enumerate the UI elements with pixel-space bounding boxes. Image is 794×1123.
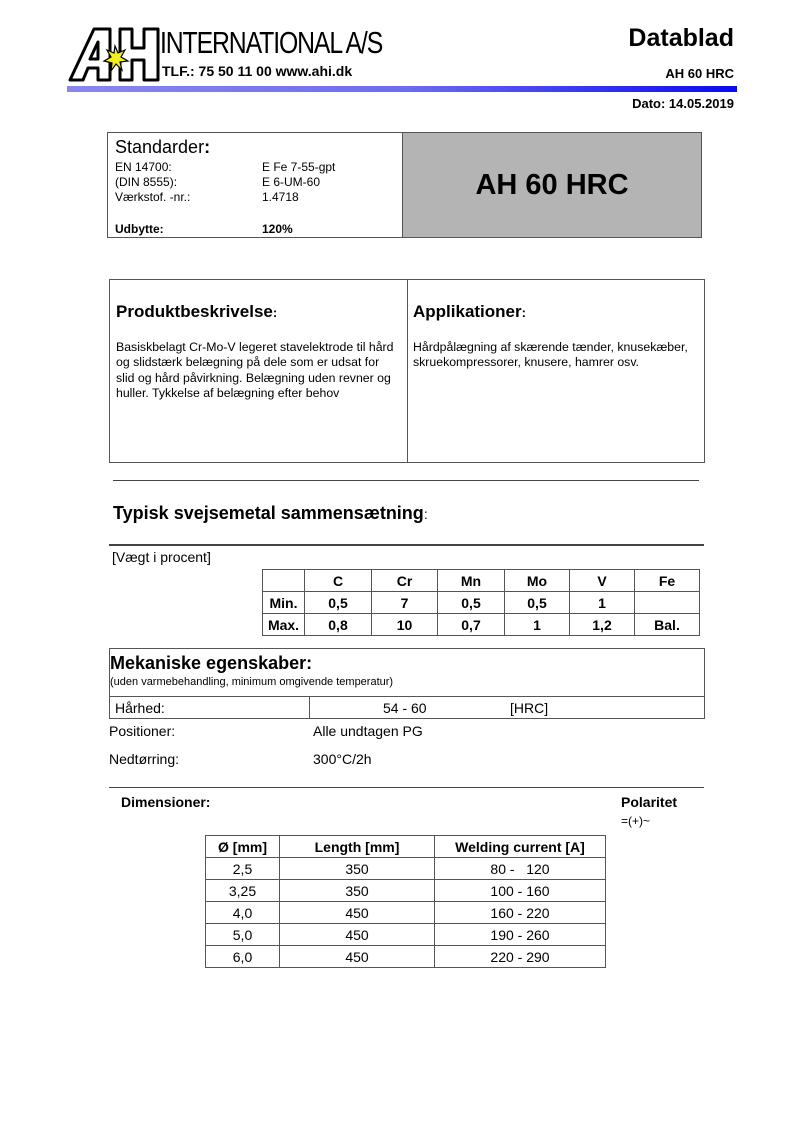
dimensions-header-cell: Welding current [A]	[435, 836, 606, 858]
divider	[109, 787, 704, 788]
dimensions-row	[206, 902, 606, 924]
composition-header-cell: Cr	[372, 570, 438, 592]
dimensions-cell: 190 - 260	[435, 924, 606, 946]
dimensions-cell: 160 - 220	[435, 902, 606, 924]
hardness-label: Hårhed:	[115, 700, 165, 716]
composition-title-text: Typisk svejsemetal sammensætning	[113, 503, 424, 523]
composition-cell: 0,5	[438, 592, 505, 614]
applications-text: Hårdpålægning af skærende tænder, knusekæber, skruekompressorer, knusere, hamrer osv.	[413, 340, 688, 370]
standards-title-text: Standarder	[115, 137, 205, 157]
divider	[113, 480, 699, 481]
composition-cell: 10	[372, 614, 438, 636]
dimensions-cell: 220 - 290	[435, 946, 606, 968]
applications-title	[413, 302, 698, 322]
dimensions-row	[206, 924, 606, 946]
dimensions-row	[206, 858, 606, 880]
composition-row	[263, 614, 700, 636]
dimensions-cell: 350	[280, 858, 435, 880]
title-colon: :	[423, 506, 428, 522]
composition-unit: [Vægt i procent]	[112, 549, 211, 565]
dimensions-header-row	[206, 836, 606, 858]
composition-cell: 0,5	[505, 592, 570, 614]
company-logo	[68, 25, 383, 82]
mechanical-subtitle: (uden varmebehandling, minimum omgivende temperatur)	[110, 676, 394, 688]
yield-value: 120%	[262, 222, 293, 236]
standard-value: E Fe 7-55-gpt	[262, 160, 336, 174]
composition-cell: 1,2	[570, 614, 635, 636]
document-date: Dato: 14.05.2019	[632, 96, 734, 111]
composition-cell: Min.	[263, 592, 305, 614]
composition-header-cell: Mo	[505, 570, 570, 592]
title-colon: :	[521, 305, 526, 320]
composition-cell: 0,5	[305, 592, 372, 614]
dimensions-cell: 3,25	[206, 880, 280, 902]
document-type: Datablad	[628, 24, 734, 52]
yield-row	[115, 222, 293, 236]
title-colon: :	[272, 305, 278, 320]
hardness-row	[110, 696, 704, 718]
standards-title	[115, 137, 395, 158]
dimensions-cell: 100 - 160	[435, 880, 606, 902]
drying-value: 300°C/2h	[313, 751, 372, 767]
composition-header-cell: Fe	[635, 570, 700, 592]
applications-title-text: Applikationer	[413, 302, 522, 321]
cell-divider	[309, 697, 310, 718]
header-product-name: AH 60 HRC	[665, 66, 734, 81]
composition-header-cell: V	[570, 570, 635, 592]
composition-row	[263, 592, 700, 614]
composition-cell: 0,8	[305, 614, 372, 636]
composition-title	[113, 503, 428, 524]
dimensions-cell: 5,0	[206, 924, 280, 946]
standard-row	[115, 175, 395, 190]
standard-row	[115, 160, 395, 175]
dimensions-header-cell: Length [mm]	[280, 836, 435, 858]
dimensions-row	[206, 880, 606, 902]
standard-row	[115, 190, 395, 205]
composition-header-cell: Mn	[438, 570, 505, 592]
dimensions-table	[205, 835, 606, 968]
composition-header-cell	[263, 570, 305, 592]
composition-cell: 7	[372, 592, 438, 614]
standards-box	[107, 132, 702, 238]
standard-label: (DIN 8555):	[115, 175, 178, 189]
dimensions-title: Dimensioner:	[121, 794, 211, 810]
composition-cell: 1	[505, 614, 570, 636]
product-name: AH 60 HRC	[475, 168, 629, 201]
divider	[109, 544, 704, 546]
company-name: INTERNATIONAL A/S	[160, 25, 383, 60]
dimensions-cell: 450	[280, 924, 435, 946]
header-accent-bar	[67, 86, 737, 92]
product-description-text: Basiskbelagt Cr-Mo-V legeret stavelektrode til hård og slidstærk belægning på dele som er udsat for slid og hård påvirkning. Belægning uden revner og huller. Tykkelse af belægning efter behov	[116, 340, 394, 400]
product-name-panel	[403, 133, 701, 237]
polarity-title: Polaritet	[621, 794, 678, 810]
composition-header-cell: C	[305, 570, 372, 592]
dimensions-header-cell: Ø [mm]	[206, 836, 280, 858]
composition-header-row	[263, 570, 700, 592]
applications-panel	[408, 280, 704, 462]
dimensions-cell: 6,0	[206, 946, 280, 968]
dimensions-cell: 450	[280, 902, 435, 924]
hardness-unit: [HRC]	[510, 700, 549, 716]
standard-label: EN 14700:	[115, 160, 172, 174]
standards-title-colon: :	[204, 137, 211, 157]
mechanical-title: Mekaniske egenskaber:	[110, 653, 313, 673]
dimensions-cell: 4,0	[206, 902, 280, 924]
dimensions-cell: 450	[280, 946, 435, 968]
product-description-title	[116, 302, 401, 322]
company-contact: TLF.: 75 50 11 00 www.ahi.dk	[162, 63, 353, 79]
dimensions-cell: 80 - 120	[435, 858, 606, 880]
hardness-value: 54 - 60	[383, 700, 427, 716]
yield-label: Udbytte:	[115, 222, 164, 236]
drying-label: Nedtørring:	[109, 751, 180, 767]
mechanical-properties-box	[109, 648, 705, 719]
description-box	[109, 279, 705, 463]
composition-cell: 1	[570, 592, 635, 614]
composition-table	[262, 569, 700, 636]
standard-value: 1.4718	[262, 190, 299, 204]
dimensions-cell: 2,5	[206, 858, 280, 880]
standard-label: Værkstof. -nr.:	[115, 190, 191, 204]
composition-cell: Max.	[263, 614, 305, 636]
dimensions-cell: 350	[280, 880, 435, 902]
product-description-panel	[110, 280, 408, 462]
composition-cell: Bal.	[635, 614, 700, 636]
polarity-value: =(+)~	[621, 814, 651, 828]
composition-cell: 0,7	[438, 614, 505, 636]
positions-value: Alle undtagen PG	[313, 723, 423, 739]
positions-label: Positioner:	[109, 723, 176, 739]
composition-cell	[635, 592, 700, 614]
standard-value: E 6-UM-60	[262, 175, 321, 189]
product-description-title-text: Produktbeskrivelse	[116, 302, 273, 321]
standards-panel	[108, 133, 403, 237]
dimensions-row	[206, 946, 606, 968]
ah-logo-mark-icon	[68, 26, 160, 82]
